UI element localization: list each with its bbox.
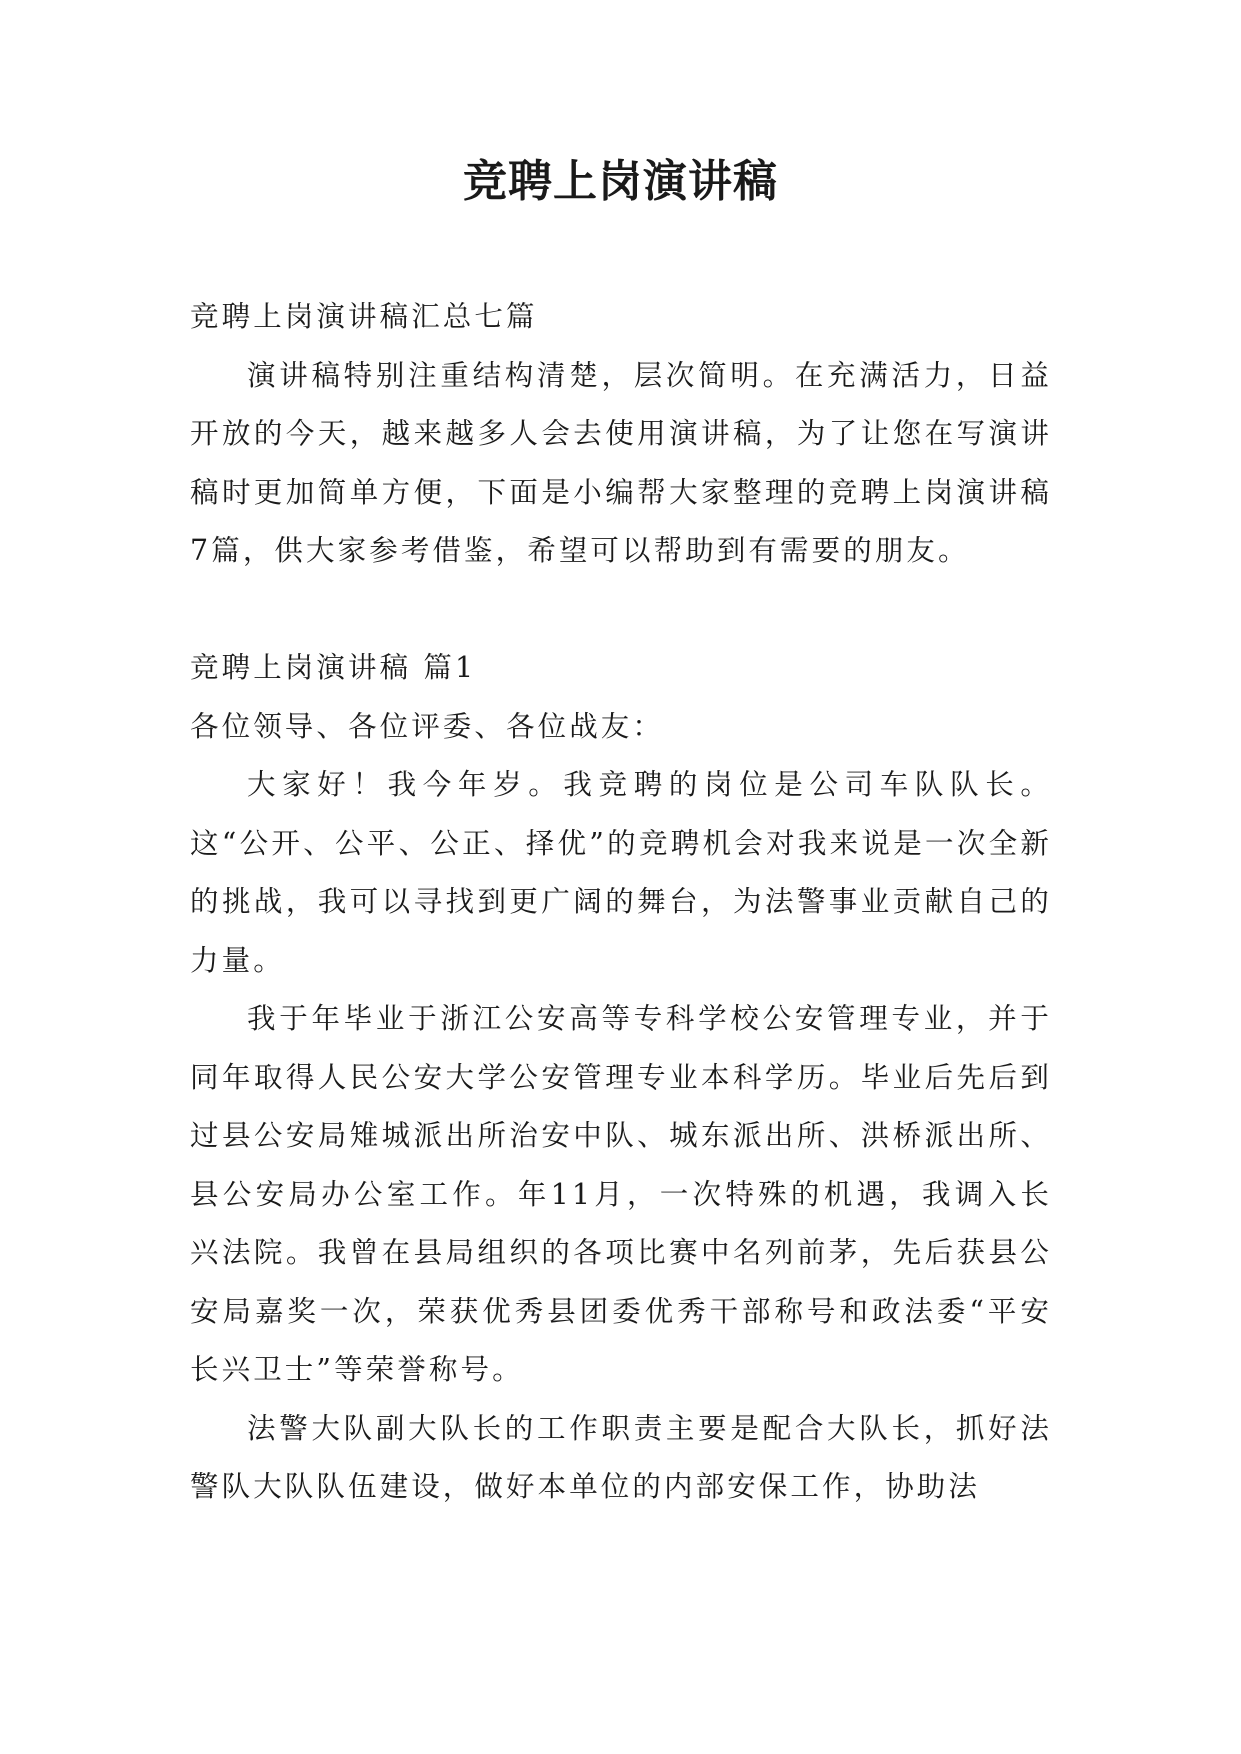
document-subtitle: 竞聘上岗演讲稿汇总七篇 — [190, 300, 538, 333]
document-title: 竞聘上岗演讲稿 — [463, 156, 778, 207]
body-paragraph: 我于年毕业于浙江公安高等专科学校公安管理专业，并于同年取得人民公安大学公安管理专业本科学历。毕业后先后到过县公安局雉城派出所治安中队、城东派出所、洪桥派出所、县公安局办公室工作。年11月，一次特殊的机遇，我调入长兴法院。我曾在县局组织的各项比赛中名列前茅，先后获县公安局嘉奖一次，荣获优秀县团委优秀干部称号和政法委“平安长兴卫士”等荣誉称号。 — [190, 1002, 1052, 1386]
intro-paragraph: 演讲稿特别注重结构清楚，层次简明。在充满活力，日益开放的今天，越来越多人会去使用演讲稿，为了让您在写演讲稿时更加简单方便，下面是小编帮大家整理的竞聘上岗演讲稿7篇，供大家参考借鉴，希望可以帮助到有需要的朋友。 — [190, 358, 1052, 567]
section-heading: 竞聘上岗演讲稿 篇1 — [190, 651, 477, 684]
body-paragraph: 法警大队副大队长的工作职责主要是配合大队长，抓好法警队大队队伍建设，做好本单位的内部安保工作，协助法 — [190, 1411, 1052, 1503]
body-paragraph: 大家好！我今年岁。我竞聘的岗位是公司车队队长。这“公开、公平、公正、择优”的竞聘机会对我来说是一次全新的挑战，我可以寻找到更广阔的舞台，为法警事业贡献自己的力量。 — [190, 768, 1052, 977]
document-body — [190, 288, 1052, 1517]
salutation: 各位领导、各位评委、各位战友： — [190, 709, 665, 743]
section-spacer — [190, 581, 1052, 640]
